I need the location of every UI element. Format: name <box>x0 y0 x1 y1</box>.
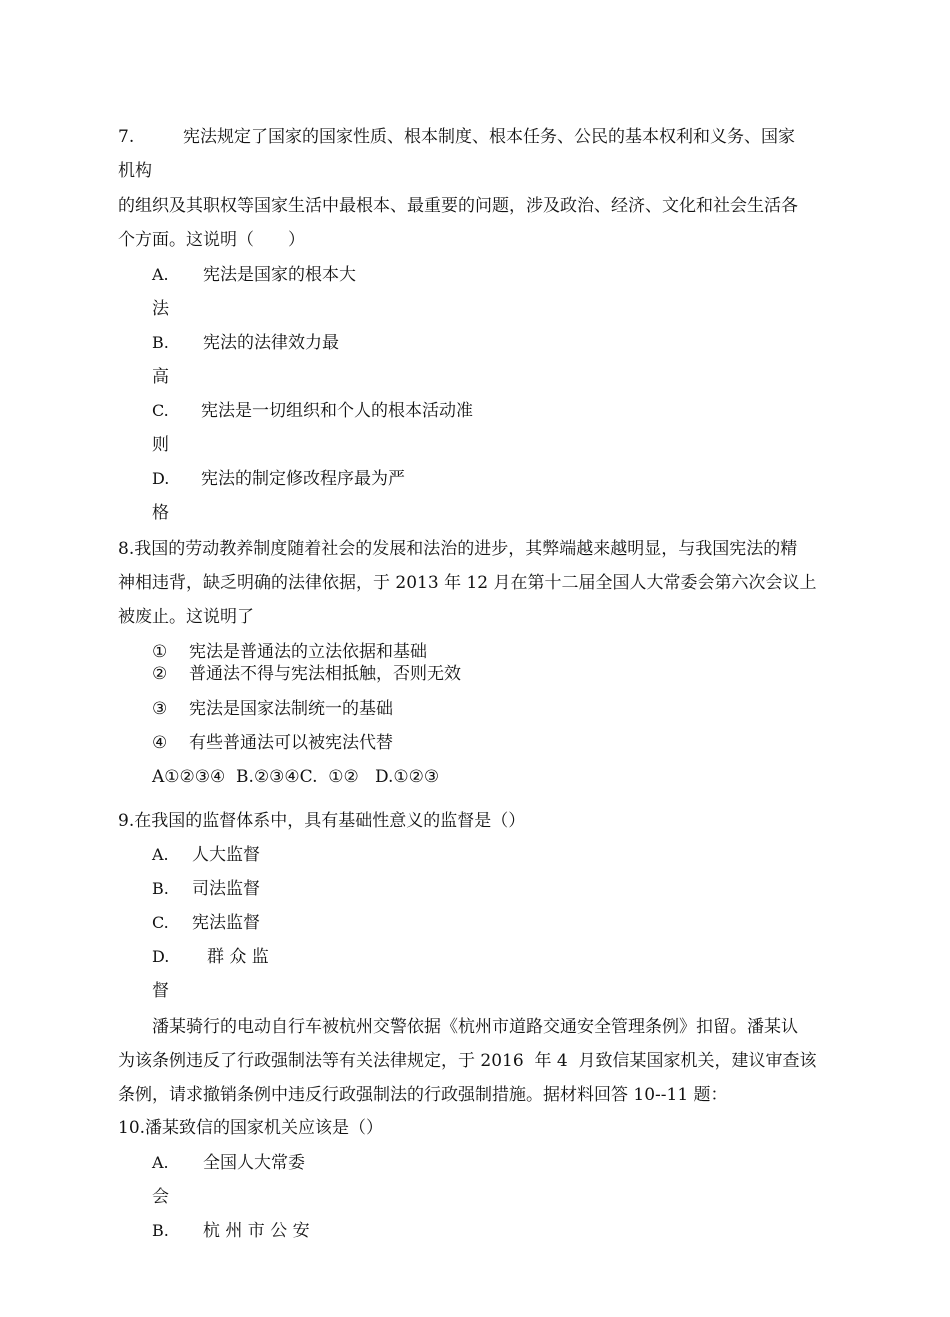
q8-statement-mark: ② <box>152 664 168 684</box>
q9-option-letter: D. <box>152 947 170 966</box>
q9-option-letter: B. <box>152 879 169 898</box>
q8-answer-choices: A①②③④ B.②③④C. ①② D.①②③ <box>152 767 440 787</box>
material-line: 条例，请求撤销条例中违反行政强制法的行政强制措施。据材料回答 10--11 题： <box>118 1085 728 1105</box>
q9-option-text: 人大监督 <box>192 845 260 865</box>
q7-option-wrap: 高 <box>152 367 169 387</box>
q8-stem-line: 神相违背，缺乏明确的法律依据，于 2013 年 12 月在第十二届全国人大常委会第六次会议上 <box>118 573 817 593</box>
q7-option-text: 宪法的法律效力最 <box>203 333 339 353</box>
q8-statement-text: 宪法是普通法的立法依据和基础 <box>189 642 427 662</box>
q7-option-text: 宪法是一切组织和个人的根本活动准 <box>201 401 473 421</box>
q10-option-letter: A. <box>152 1153 169 1172</box>
q9-option-text: 群 众 监 <box>207 947 269 967</box>
q9-stem-line: 9.在我国的监督体系中，具有基础性意义的监督是（） <box>118 811 526 831</box>
q10-option-text: 杭 州 市 公 安 <box>203 1221 310 1241</box>
q7-option-letter: D. <box>152 469 170 488</box>
q10-stem-line: 10.潘某致信的国家机关应该是（） <box>118 1118 384 1138</box>
q8-statement-mark: ③ <box>152 699 168 719</box>
q7-option-letter: C. <box>152 401 169 420</box>
material-line: 为该条例违反了行政强制法等有关法律规定，于 2016 年 4 月致信某国家机关，建议审查该 <box>118 1051 817 1071</box>
q7-stem-line: 机构 <box>118 161 152 181</box>
q7-option-letter: A. <box>152 265 169 284</box>
q7-option-letter: B. <box>152 333 169 352</box>
q7-option-wrap: 格 <box>152 503 169 523</box>
q7-stem-line: 的组织及其职权等国家生活中最根本、最重要的问题，涉及政治、经济、文化和社会生活各 <box>118 196 798 216</box>
q7-number: 7. <box>118 127 135 147</box>
q9-option-wrap: 督 <box>152 981 169 1001</box>
q9-option-letter: A. <box>152 845 169 864</box>
q7-option-wrap: 则 <box>152 435 169 455</box>
q8-statement-text: 宪法是国家法制统一的基础 <box>189 699 393 719</box>
q10-option-wrap: 会 <box>152 1187 169 1207</box>
q7-stem-line: 个方面。这说明（ ） <box>118 230 305 250</box>
q7-option-text: 宪法的制定修改程序最为严 <box>201 469 405 489</box>
q7-option-text: 宪法是国家的根本大 <box>203 265 356 285</box>
q8-stem-line: 被废止。这说明了 <box>118 607 254 627</box>
q10-option-letter: B. <box>152 1221 169 1240</box>
q8-stem-line: 8.我国的劳动教养制度随着社会的发展和法治的进步，其弊端越来越明显，与我国宪法的精 <box>118 539 798 559</box>
material-line: 潘某骑行的电动自行车被杭州交警依据《杭州市道路交通安全管理条例》扣留。潘某认 <box>152 1017 798 1037</box>
q8-statement-text: 有些普通法可以被宪法代替 <box>189 733 393 753</box>
q9-option-text: 宪法监督 <box>192 913 260 933</box>
q10-option-text: 全国人大常委 <box>203 1153 305 1173</box>
q8-statement-text: 普通法不得与宪法相抵触，否则无效 <box>189 664 461 684</box>
q7-option-wrap: 法 <box>152 299 169 319</box>
q9-option-text: 司法监督 <box>192 879 260 899</box>
q8-statement-mark: ④ <box>152 733 168 753</box>
q7-stem-line: 宪法规定了国家的国家性质、根本制度、根本任务、公民的基本权利和义务、国家 <box>183 127 795 147</box>
q8-statement-mark: ① <box>152 642 168 662</box>
q9-option-letter: C. <box>152 913 169 932</box>
